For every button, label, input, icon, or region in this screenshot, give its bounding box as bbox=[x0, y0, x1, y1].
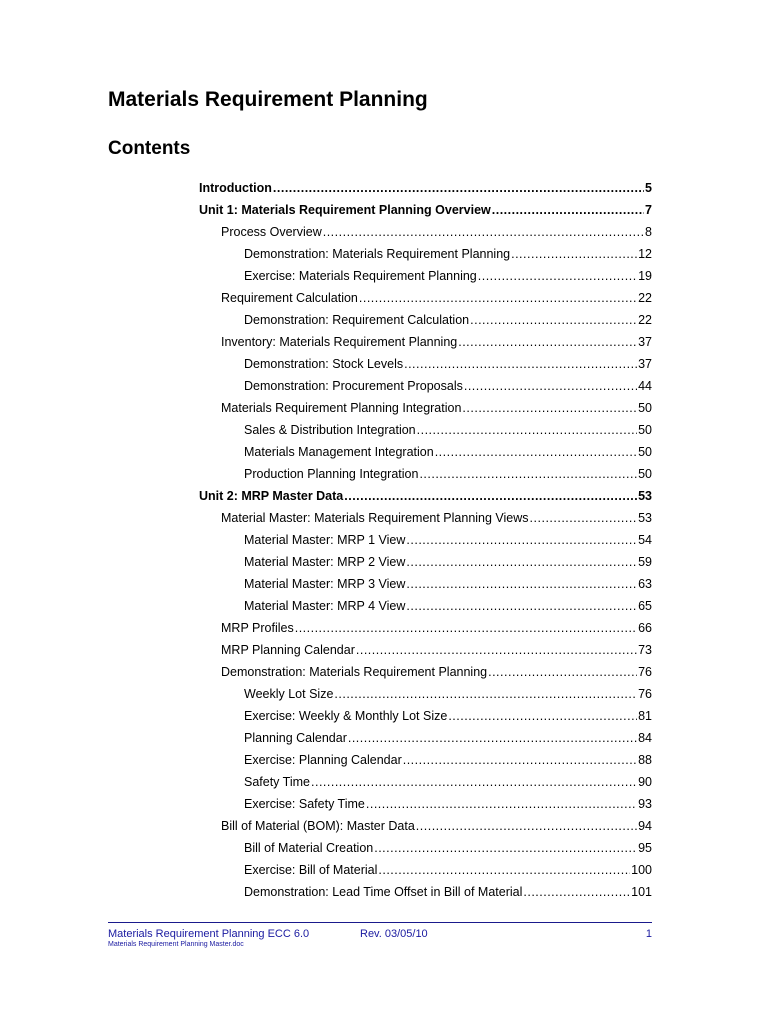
toc-dot-leader bbox=[435, 441, 637, 463]
toc-entry-label: Production Planning Integration bbox=[244, 467, 419, 481]
toc-entry[interactable] bbox=[199, 485, 652, 507]
toc-dot-leader bbox=[406, 529, 637, 551]
toc-entry-page-number: 76 bbox=[638, 665, 652, 679]
toc-dot-leader bbox=[344, 485, 637, 507]
toc-entry[interactable] bbox=[199, 749, 652, 771]
toc-entry-page-number: 50 bbox=[638, 401, 652, 415]
toc-entry[interactable] bbox=[199, 419, 652, 441]
toc-entry-page-number: 65 bbox=[638, 599, 652, 613]
toc-entry-label: Introduction bbox=[199, 181, 272, 195]
toc-entry-page-number: 88 bbox=[638, 753, 652, 767]
contents-heading: Contents bbox=[108, 138, 191, 159]
toc-dot-leader bbox=[462, 397, 637, 419]
toc-entry[interactable] bbox=[199, 573, 652, 595]
toc-entry-label: Material Master: Materials Requirement Planning Views bbox=[221, 511, 529, 525]
toc-entry[interactable] bbox=[199, 397, 652, 419]
toc-dot-leader bbox=[419, 463, 637, 485]
toc-entry-page-number: 22 bbox=[638, 291, 652, 305]
toc-dot-leader bbox=[470, 309, 637, 331]
toc-entry[interactable] bbox=[199, 441, 652, 463]
toc-entry-page-number: 19 bbox=[638, 269, 652, 283]
toc-entry-label: Safety Time bbox=[244, 775, 310, 789]
toc-entry[interactable] bbox=[199, 771, 652, 793]
toc-dot-leader bbox=[492, 199, 644, 221]
toc-dot-leader bbox=[488, 661, 637, 683]
toc-entry-page-number: 50 bbox=[638, 467, 652, 481]
toc-dot-leader bbox=[403, 749, 637, 771]
toc-entry-page-number: 53 bbox=[638, 511, 652, 525]
toc-entry-page-number: 7 bbox=[645, 203, 652, 217]
toc-dot-leader bbox=[523, 881, 630, 903]
toc-dot-leader bbox=[348, 727, 637, 749]
toc-entry-page-number: 76 bbox=[638, 687, 652, 701]
toc-entry-label: Requirement Calculation bbox=[221, 291, 358, 305]
toc-dot-leader bbox=[406, 595, 637, 617]
toc-entry-label: Demonstration: Materials Requirement Planning bbox=[244, 247, 511, 261]
toc-entry-label: Material Master: MRP 3 View bbox=[244, 577, 406, 591]
footer-revision: Rev. 03/05/10 bbox=[360, 928, 428, 940]
toc-entry[interactable] bbox=[199, 265, 652, 287]
toc-entry-page-number: 37 bbox=[638, 335, 652, 349]
footer-divider bbox=[108, 922, 652, 923]
toc-entry-page-number: 12 bbox=[638, 247, 652, 261]
toc-entry-label: Exercise: Safety Time bbox=[244, 797, 365, 811]
toc-entry-label: Demonstration: Materials Requirement Planning bbox=[221, 665, 488, 679]
toc-entry[interactable] bbox=[199, 331, 652, 353]
toc-entry-page-number: 66 bbox=[638, 621, 652, 635]
toc-entry[interactable] bbox=[199, 727, 652, 749]
toc-entry-label: Material Master: MRP 2 View bbox=[244, 555, 406, 569]
toc-entry-label: Process Overview bbox=[221, 225, 322, 239]
footer-page-number: 1 bbox=[645, 928, 652, 940]
toc-dot-leader bbox=[416, 815, 637, 837]
page-footer bbox=[108, 928, 652, 948]
toc-entry-label: Bill of Material Creation bbox=[244, 841, 374, 855]
toc-dot-leader bbox=[478, 265, 637, 287]
toc-entry-label: Bill of Material (BOM): Master Data bbox=[221, 819, 415, 833]
toc-dot-leader bbox=[458, 331, 637, 353]
toc-entry-label: Inventory: Materials Requirement Planning bbox=[221, 335, 458, 349]
toc-entry-label: Materials Requirement Planning Integration bbox=[221, 401, 462, 415]
footer-document-title: Materials Requirement Planning ECC 6.0 bbox=[108, 928, 310, 940]
toc-entry-label: Demonstration: Requirement Calculation bbox=[244, 313, 470, 327]
toc-dot-leader bbox=[378, 859, 630, 881]
toc-entry-page-number: 81 bbox=[638, 709, 652, 723]
toc-entry-label: MRP Planning Calendar bbox=[221, 643, 355, 657]
toc-entry[interactable] bbox=[199, 837, 652, 859]
toc-entry-page-number: 93 bbox=[638, 797, 652, 811]
toc-entry-page-number: 5 bbox=[645, 181, 652, 195]
toc-entry-page-number: 44 bbox=[638, 379, 652, 393]
document-title: Materials Requirement Planning bbox=[108, 88, 428, 111]
toc-dot-leader bbox=[464, 375, 637, 397]
toc-entry[interactable] bbox=[199, 705, 652, 727]
toc-entry-page-number: 53 bbox=[638, 489, 652, 503]
toc-entry-page-number: 59 bbox=[638, 555, 652, 569]
toc-entry-page-number: 90 bbox=[638, 775, 652, 789]
toc-entry-label: Material Master: MRP 1 View bbox=[244, 533, 406, 547]
toc-entry[interactable] bbox=[199, 507, 652, 529]
toc-entry[interactable] bbox=[199, 881, 652, 903]
toc-entry[interactable] bbox=[199, 793, 652, 815]
toc-entry-label: Exercise: Materials Requirement Planning bbox=[244, 269, 477, 283]
table-of-contents bbox=[199, 177, 652, 903]
toc-entry[interactable] bbox=[199, 375, 652, 397]
toc-entry-label: Sales & Distribution Integration bbox=[244, 423, 416, 437]
toc-entry[interactable] bbox=[199, 859, 652, 881]
toc-entry[interactable] bbox=[199, 199, 652, 221]
toc-entry-page-number: 22 bbox=[638, 313, 652, 327]
toc-dot-leader bbox=[448, 705, 637, 727]
toc-entry[interactable] bbox=[199, 815, 652, 837]
toc-dot-leader bbox=[417, 419, 637, 441]
toc-entry[interactable] bbox=[199, 463, 652, 485]
toc-entry-label: MRP Profiles bbox=[221, 621, 294, 635]
toc-dot-leader bbox=[311, 771, 637, 793]
toc-entry-label: Demonstration: Lead Time Offset in Bill of Material bbox=[244, 885, 523, 899]
toc-dot-leader bbox=[511, 243, 637, 265]
toc-entry[interactable] bbox=[199, 353, 652, 375]
toc-entry-label: Exercise: Weekly & Monthly Lot Size bbox=[244, 709, 448, 723]
toc-dot-leader bbox=[406, 551, 637, 573]
toc-dot-leader bbox=[273, 177, 644, 199]
toc-entry-page-number: 84 bbox=[638, 731, 652, 745]
toc-entry[interactable] bbox=[199, 661, 652, 683]
toc-entry-page-number: 8 bbox=[645, 225, 652, 239]
toc-dot-leader bbox=[359, 287, 637, 309]
toc-entry-label: Materials Management Integration bbox=[244, 445, 434, 459]
toc-entry[interactable] bbox=[199, 529, 652, 551]
toc-entry-label: Unit 2: MRP Master Data bbox=[199, 489, 344, 503]
toc-entry-page-number: 54 bbox=[638, 533, 652, 547]
toc-entry[interactable] bbox=[199, 221, 652, 243]
toc-entry[interactable] bbox=[199, 551, 652, 573]
toc-entry-page-number: 95 bbox=[638, 841, 652, 855]
toc-dot-leader bbox=[530, 507, 638, 529]
toc-entry-page-number: 100 bbox=[631, 863, 652, 877]
toc-entry-label: Planning Calendar bbox=[244, 731, 347, 745]
toc-dot-leader bbox=[404, 353, 637, 375]
toc-entry[interactable] bbox=[199, 243, 652, 265]
toc-entry-page-number: 63 bbox=[638, 577, 652, 591]
toc-dot-leader bbox=[406, 573, 637, 595]
toc-entry[interactable] bbox=[199, 177, 652, 199]
toc-entry-page-number: 37 bbox=[638, 357, 652, 371]
toc-dot-leader bbox=[334, 683, 637, 705]
toc-entry[interactable] bbox=[199, 595, 652, 617]
toc-dot-leader bbox=[295, 617, 637, 639]
toc-entry-label: Unit 1: Materials Requirement Planning Overview bbox=[199, 203, 491, 217]
toc-entry-label: Demonstration: Procurement Proposals bbox=[244, 379, 463, 393]
toc-dot-leader bbox=[366, 793, 637, 815]
footer-filename: Materials Requirement Planning Master.doc bbox=[108, 941, 244, 948]
toc-entry[interactable] bbox=[199, 683, 652, 705]
toc-entry-page-number: 50 bbox=[638, 445, 652, 459]
toc-entry-page-number: 50 bbox=[638, 423, 652, 437]
toc-entry-label: Exercise: Planning Calendar bbox=[244, 753, 402, 767]
toc-dot-leader bbox=[374, 837, 637, 859]
toc-entry-page-number: 94 bbox=[638, 819, 652, 833]
toc-entry-label: Material Master: MRP 4 View bbox=[244, 599, 406, 613]
toc-entry-page-number: 101 bbox=[631, 885, 652, 899]
toc-entry-label: Demonstration: Stock Levels bbox=[244, 357, 404, 371]
toc-dot-leader bbox=[356, 639, 637, 661]
toc-dot-leader bbox=[323, 221, 644, 243]
toc-entry[interactable] bbox=[199, 309, 652, 331]
toc-entry[interactable] bbox=[199, 617, 652, 639]
toc-entry-label: Exercise: Bill of Material bbox=[244, 863, 378, 877]
toc-entry[interactable] bbox=[199, 639, 652, 661]
toc-entry-page-number: 73 bbox=[638, 643, 652, 657]
toc-entry-label: Weekly Lot Size bbox=[244, 687, 334, 701]
toc-entry[interactable] bbox=[199, 287, 652, 309]
